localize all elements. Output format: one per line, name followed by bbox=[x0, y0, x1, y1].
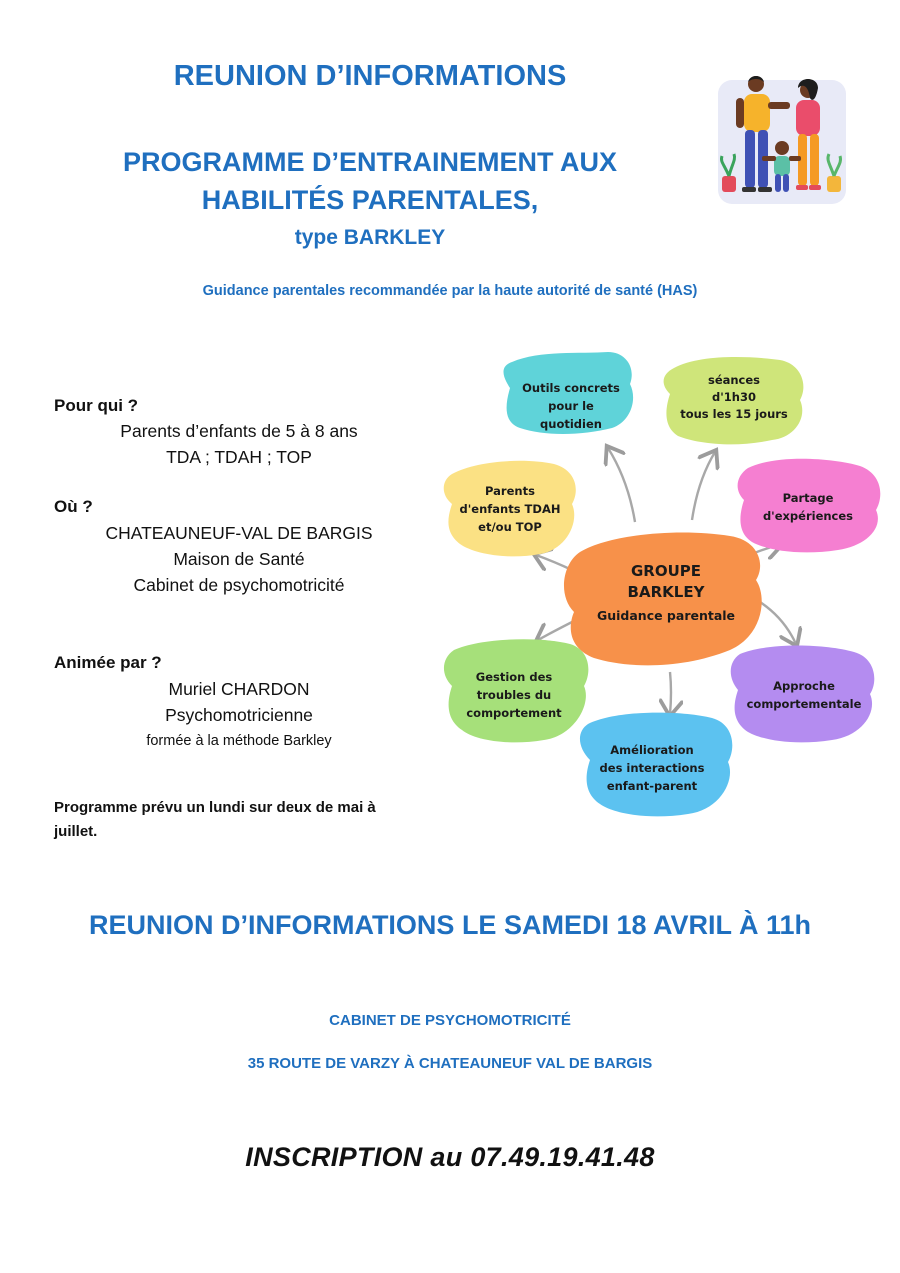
where-label: Où ? bbox=[54, 497, 93, 516]
node-gestion-line3: comportement bbox=[466, 706, 562, 720]
meeting-announcement: REUNION D’INFORMATIONS LE SAMEDI 18 AVRIL À 11h bbox=[88, 910, 812, 940]
node-seances-line1: séances bbox=[707, 373, 761, 387]
for-who-details bbox=[54, 418, 424, 470]
arrow-to-parents bbox=[536, 555, 572, 570]
led-by-line2: Psychomotricienne bbox=[165, 705, 313, 725]
node-approche bbox=[731, 646, 875, 743]
node-parents-line2: d'enfants TDAH bbox=[459, 502, 561, 516]
node-parents-line3: et/ou TOP bbox=[478, 520, 542, 534]
node-gestion-line2: troubles du bbox=[476, 688, 552, 702]
led-by-line3: formée à la méthode Barkley bbox=[146, 733, 332, 749]
program-title-line2: HABILITÉS PARENTALES, bbox=[201, 185, 539, 215]
node-seances bbox=[664, 357, 804, 444]
node-amelioration-line3: enfant-parent bbox=[606, 779, 698, 793]
barkley-diagram bbox=[430, 340, 890, 830]
where-line2: Maison de Santé bbox=[173, 549, 305, 569]
arrow-to-outils bbox=[608, 448, 635, 522]
inscription-phone: INSCRIPTION au 07.49.19.41.48 bbox=[245, 1142, 655, 1172]
node-outils-line3: quotidien bbox=[540, 417, 602, 431]
node-amelioration-line1: Amélioration bbox=[610, 743, 694, 757]
arrow-to-amelioration bbox=[670, 672, 671, 714]
node-outils-line1: Outils concrets bbox=[522, 381, 620, 395]
for-who-label: Pour qui ? bbox=[54, 396, 139, 415]
subtitle: Guidance parentales recommandée par la haute autorité de santé (HAS) bbox=[202, 283, 698, 299]
main-title: REUNION D’INFORMATIONS bbox=[173, 60, 567, 92]
program-note-line2: juillet. bbox=[54, 823, 98, 840]
node-partage-line2: d'expériences bbox=[762, 509, 854, 523]
for-who-line2: TDA ; TDAH ; TOP bbox=[166, 447, 312, 467]
led-by-label: Animée par ? bbox=[54, 653, 162, 672]
node-gestion-line1: Gestion des bbox=[475, 670, 553, 684]
address-line2: 35 ROUTE DE VARZY À CHATEAUNEUF VAL DE BARGIS bbox=[247, 1055, 653, 1072]
node-seances-line3: tous les 15 jours bbox=[680, 407, 788, 421]
led-by-details bbox=[54, 676, 424, 754]
node-parents bbox=[444, 461, 576, 557]
where-details bbox=[54, 520, 424, 598]
led-by-line1: Muriel CHARDON bbox=[168, 679, 310, 699]
node-amelioration bbox=[580, 713, 732, 817]
center-node-groupe-barkley bbox=[564, 533, 762, 666]
node-outils-concrets bbox=[504, 352, 634, 434]
program-title-line1: PROGRAMME D’ENTRAINEMENT AUX bbox=[122, 147, 617, 177]
for-who-line1: Parents d’enfants de 5 à 8 ans bbox=[120, 421, 358, 441]
node-parents-line1: Parents bbox=[485, 484, 535, 498]
where-line3: Cabinet de psychomotricité bbox=[133, 575, 345, 595]
center-line1: GROUPE bbox=[630, 562, 702, 580]
address-line1: CABINET DE PSYCHOMOTRICITÉ bbox=[329, 1012, 571, 1029]
node-partage bbox=[738, 459, 881, 553]
node-partage-line1: Partage bbox=[782, 491, 834, 505]
arrow-to-approche bbox=[760, 602, 796, 644]
node-amelioration-line2: des interactions bbox=[599, 761, 705, 775]
center-line2: BARKLEY bbox=[627, 583, 705, 601]
node-approche-line1: Approche bbox=[773, 679, 835, 693]
where-line1: CHATEAUNEUF-VAL DE BARGIS bbox=[105, 523, 373, 543]
node-approche-line2: comportementale bbox=[746, 697, 862, 711]
arrow-to-seances bbox=[692, 452, 715, 520]
program-type: type BARKLEY bbox=[294, 226, 446, 249]
node-gestion bbox=[444, 639, 588, 742]
program-note-line1: Programme prévu un lundi sur deux de mai à bbox=[54, 799, 376, 816]
program-note bbox=[54, 796, 434, 844]
family-illustration-icon bbox=[712, 72, 850, 214]
node-seances-line2: d'1h30 bbox=[712, 390, 756, 404]
program-title bbox=[80, 143, 660, 219]
center-line3: Guidance parentale bbox=[596, 608, 736, 623]
node-outils-line2: pour le bbox=[548, 399, 594, 413]
